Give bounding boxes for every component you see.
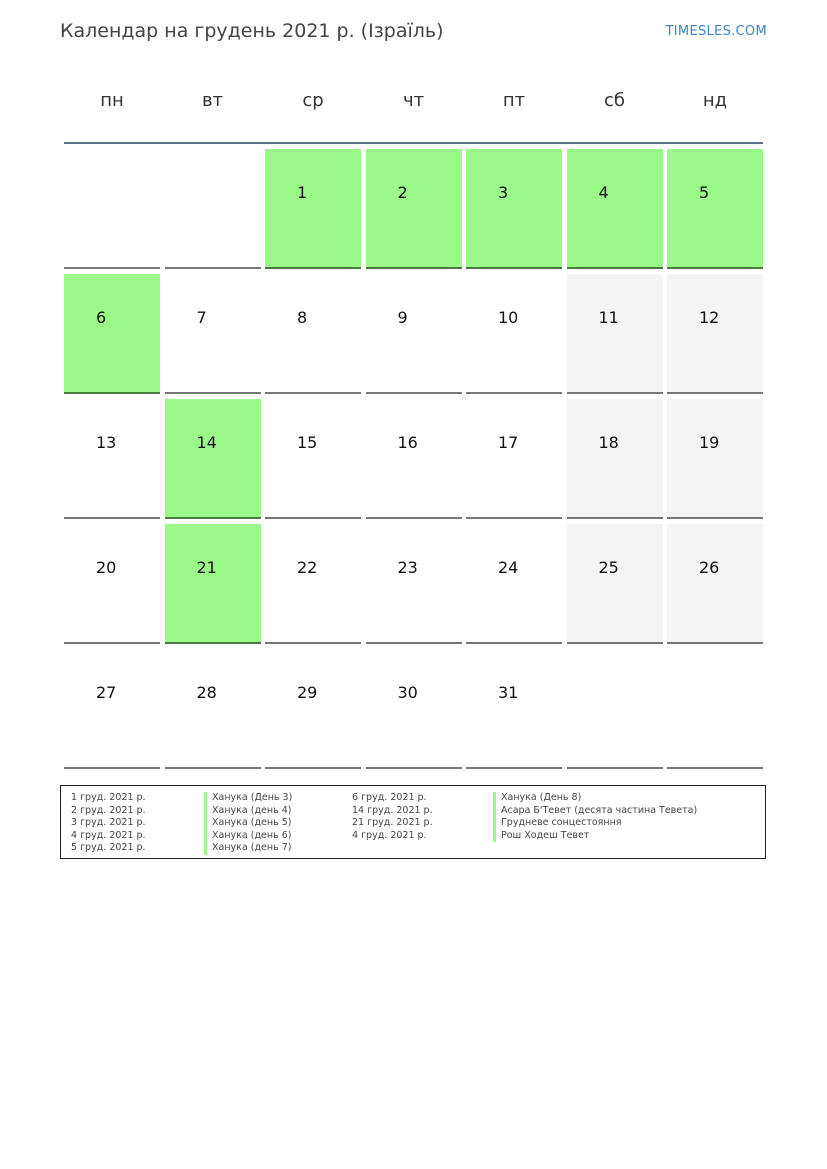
day-cell[interactable]	[667, 274, 763, 394]
day-number: 4	[598, 183, 609, 202]
legend-date: 4 груд. 2021 р.	[352, 829, 427, 841]
legend-holiday-name: Ханука (День 8)	[493, 792, 697, 805]
day-number: 20	[96, 558, 117, 577]
day-cell[interactable]	[667, 149, 763, 269]
day-number: 2	[397, 183, 408, 202]
day-cell[interactable]	[165, 524, 261, 644]
legend-date: 14 груд. 2021 р.	[352, 804, 433, 816]
day-number: 22	[297, 558, 318, 577]
day-cell[interactable]	[667, 524, 763, 644]
weekday-thu: чт	[402, 90, 425, 111]
day-cell[interactable]	[667, 399, 763, 519]
day-cell[interactable]	[165, 649, 261, 769]
day-cell[interactable]	[366, 149, 462, 269]
legend-holiday-name: Грудневе сонцестояння	[493, 817, 697, 830]
legend-date: 4 груд. 2021 р.	[71, 829, 146, 841]
day-number: 3	[498, 183, 509, 202]
day-cell[interactable]	[265, 399, 361, 519]
legend-holiday-name: Ханука (день 6)	[204, 830, 292, 843]
weekday-tue: вт	[201, 90, 224, 111]
legend-holiday-name: Рош Ходеш Тевет	[493, 830, 697, 843]
legend-holiday-name: Асара Б'Тевет (десята частина Тевета)	[493, 805, 697, 818]
day-number: 24	[498, 558, 519, 577]
day-cell[interactable]	[466, 524, 562, 644]
day-number: 16	[397, 433, 418, 452]
legend-holiday-name: Ханука (день 4)	[204, 805, 292, 818]
weekday-wed: ср	[302, 90, 324, 111]
legend-holiday-name: Ханука (День 3)	[204, 792, 292, 805]
legend-date: 1 груд. 2021 р.	[71, 792, 146, 803]
day-cell[interactable]	[366, 274, 462, 394]
day-cell[interactable]	[165, 399, 261, 519]
day-number: 14	[196, 433, 217, 452]
legend-names-column-2	[493, 792, 697, 842]
empty-day-cell	[667, 649, 763, 769]
day-number: 28	[196, 683, 217, 702]
legend-date: 6 груд. 2021 р.	[352, 792, 427, 803]
legend-dates-column-1	[71, 792, 146, 855]
day-cell[interactable]	[64, 399, 160, 519]
day-number: 18	[598, 433, 619, 452]
empty-day-cell	[567, 649, 663, 769]
day-number: 11	[598, 308, 619, 327]
day-cell[interactable]	[466, 649, 562, 769]
day-cell[interactable]	[64, 524, 160, 644]
day-number: 7	[196, 308, 207, 327]
day-cell[interactable]	[567, 274, 663, 394]
day-number: 9	[397, 308, 408, 327]
weekday-sun: нд	[702, 90, 728, 111]
day-number: 12	[699, 308, 720, 327]
legend-date: 5 груд. 2021 р.	[71, 842, 146, 853]
day-number: 10	[498, 308, 519, 327]
empty-day-cell	[64, 149, 160, 269]
legend-holiday-name: Ханука (день 5)	[204, 817, 292, 830]
day-cell[interactable]	[466, 399, 562, 519]
brand-link[interactable]: TIMESLES.COM	[665, 24, 767, 39]
calendar-grid	[64, 149, 763, 769]
day-number: 21	[196, 558, 217, 577]
weekday-header	[64, 90, 763, 111]
day-cell[interactable]	[64, 649, 160, 769]
header-divider	[64, 142, 763, 144]
weekday-mon: пн	[100, 90, 124, 111]
day-number: 25	[598, 558, 619, 577]
weekday-sat: сб	[604, 90, 625, 111]
day-cell[interactable]	[265, 274, 361, 394]
day-cell[interactable]	[567, 399, 663, 519]
day-cell[interactable]	[466, 149, 562, 269]
legend-date: 21 груд. 2021 р.	[352, 817, 433, 828]
legend-holiday-name: Ханука (день 7)	[204, 842, 292, 855]
day-cell[interactable]	[64, 274, 160, 394]
day-number: 29	[297, 683, 318, 702]
weekday-fri: пт	[502, 90, 526, 111]
day-cell[interactable]	[165, 274, 261, 394]
day-number: 15	[297, 433, 318, 452]
legend-date: 2 груд. 2021 р.	[71, 804, 146, 816]
day-cell[interactable]	[265, 649, 361, 769]
holiday-legend	[60, 785, 766, 859]
day-number: 31	[498, 683, 519, 702]
day-number: 26	[699, 558, 720, 577]
day-number: 17	[498, 433, 519, 452]
day-cell[interactable]	[265, 149, 361, 269]
day-number: 27	[96, 683, 117, 702]
day-number: 23	[397, 558, 418, 577]
day-cell[interactable]	[567, 149, 663, 269]
legend-dates-column-2	[352, 792, 433, 842]
day-number: 5	[699, 183, 710, 202]
legend-date: 3 груд. 2021 р.	[71, 817, 146, 828]
day-cell[interactable]	[567, 524, 663, 644]
day-cell[interactable]	[265, 524, 361, 644]
day-cell[interactable]	[466, 274, 562, 394]
page-title: Календар на грудень 2021 р. (Ізраїль)	[60, 20, 444, 42]
day-number: 1	[297, 183, 308, 202]
day-cell[interactable]	[366, 524, 462, 644]
day-number: 6	[96, 308, 107, 327]
day-cell[interactable]	[366, 399, 462, 519]
day-cell[interactable]	[366, 649, 462, 769]
legend-names-column-1	[204, 792, 292, 855]
day-number: 30	[397, 683, 418, 702]
day-number: 19	[699, 433, 720, 452]
empty-day-cell	[165, 149, 261, 269]
day-number: 13	[96, 433, 117, 452]
day-number: 8	[297, 308, 308, 327]
